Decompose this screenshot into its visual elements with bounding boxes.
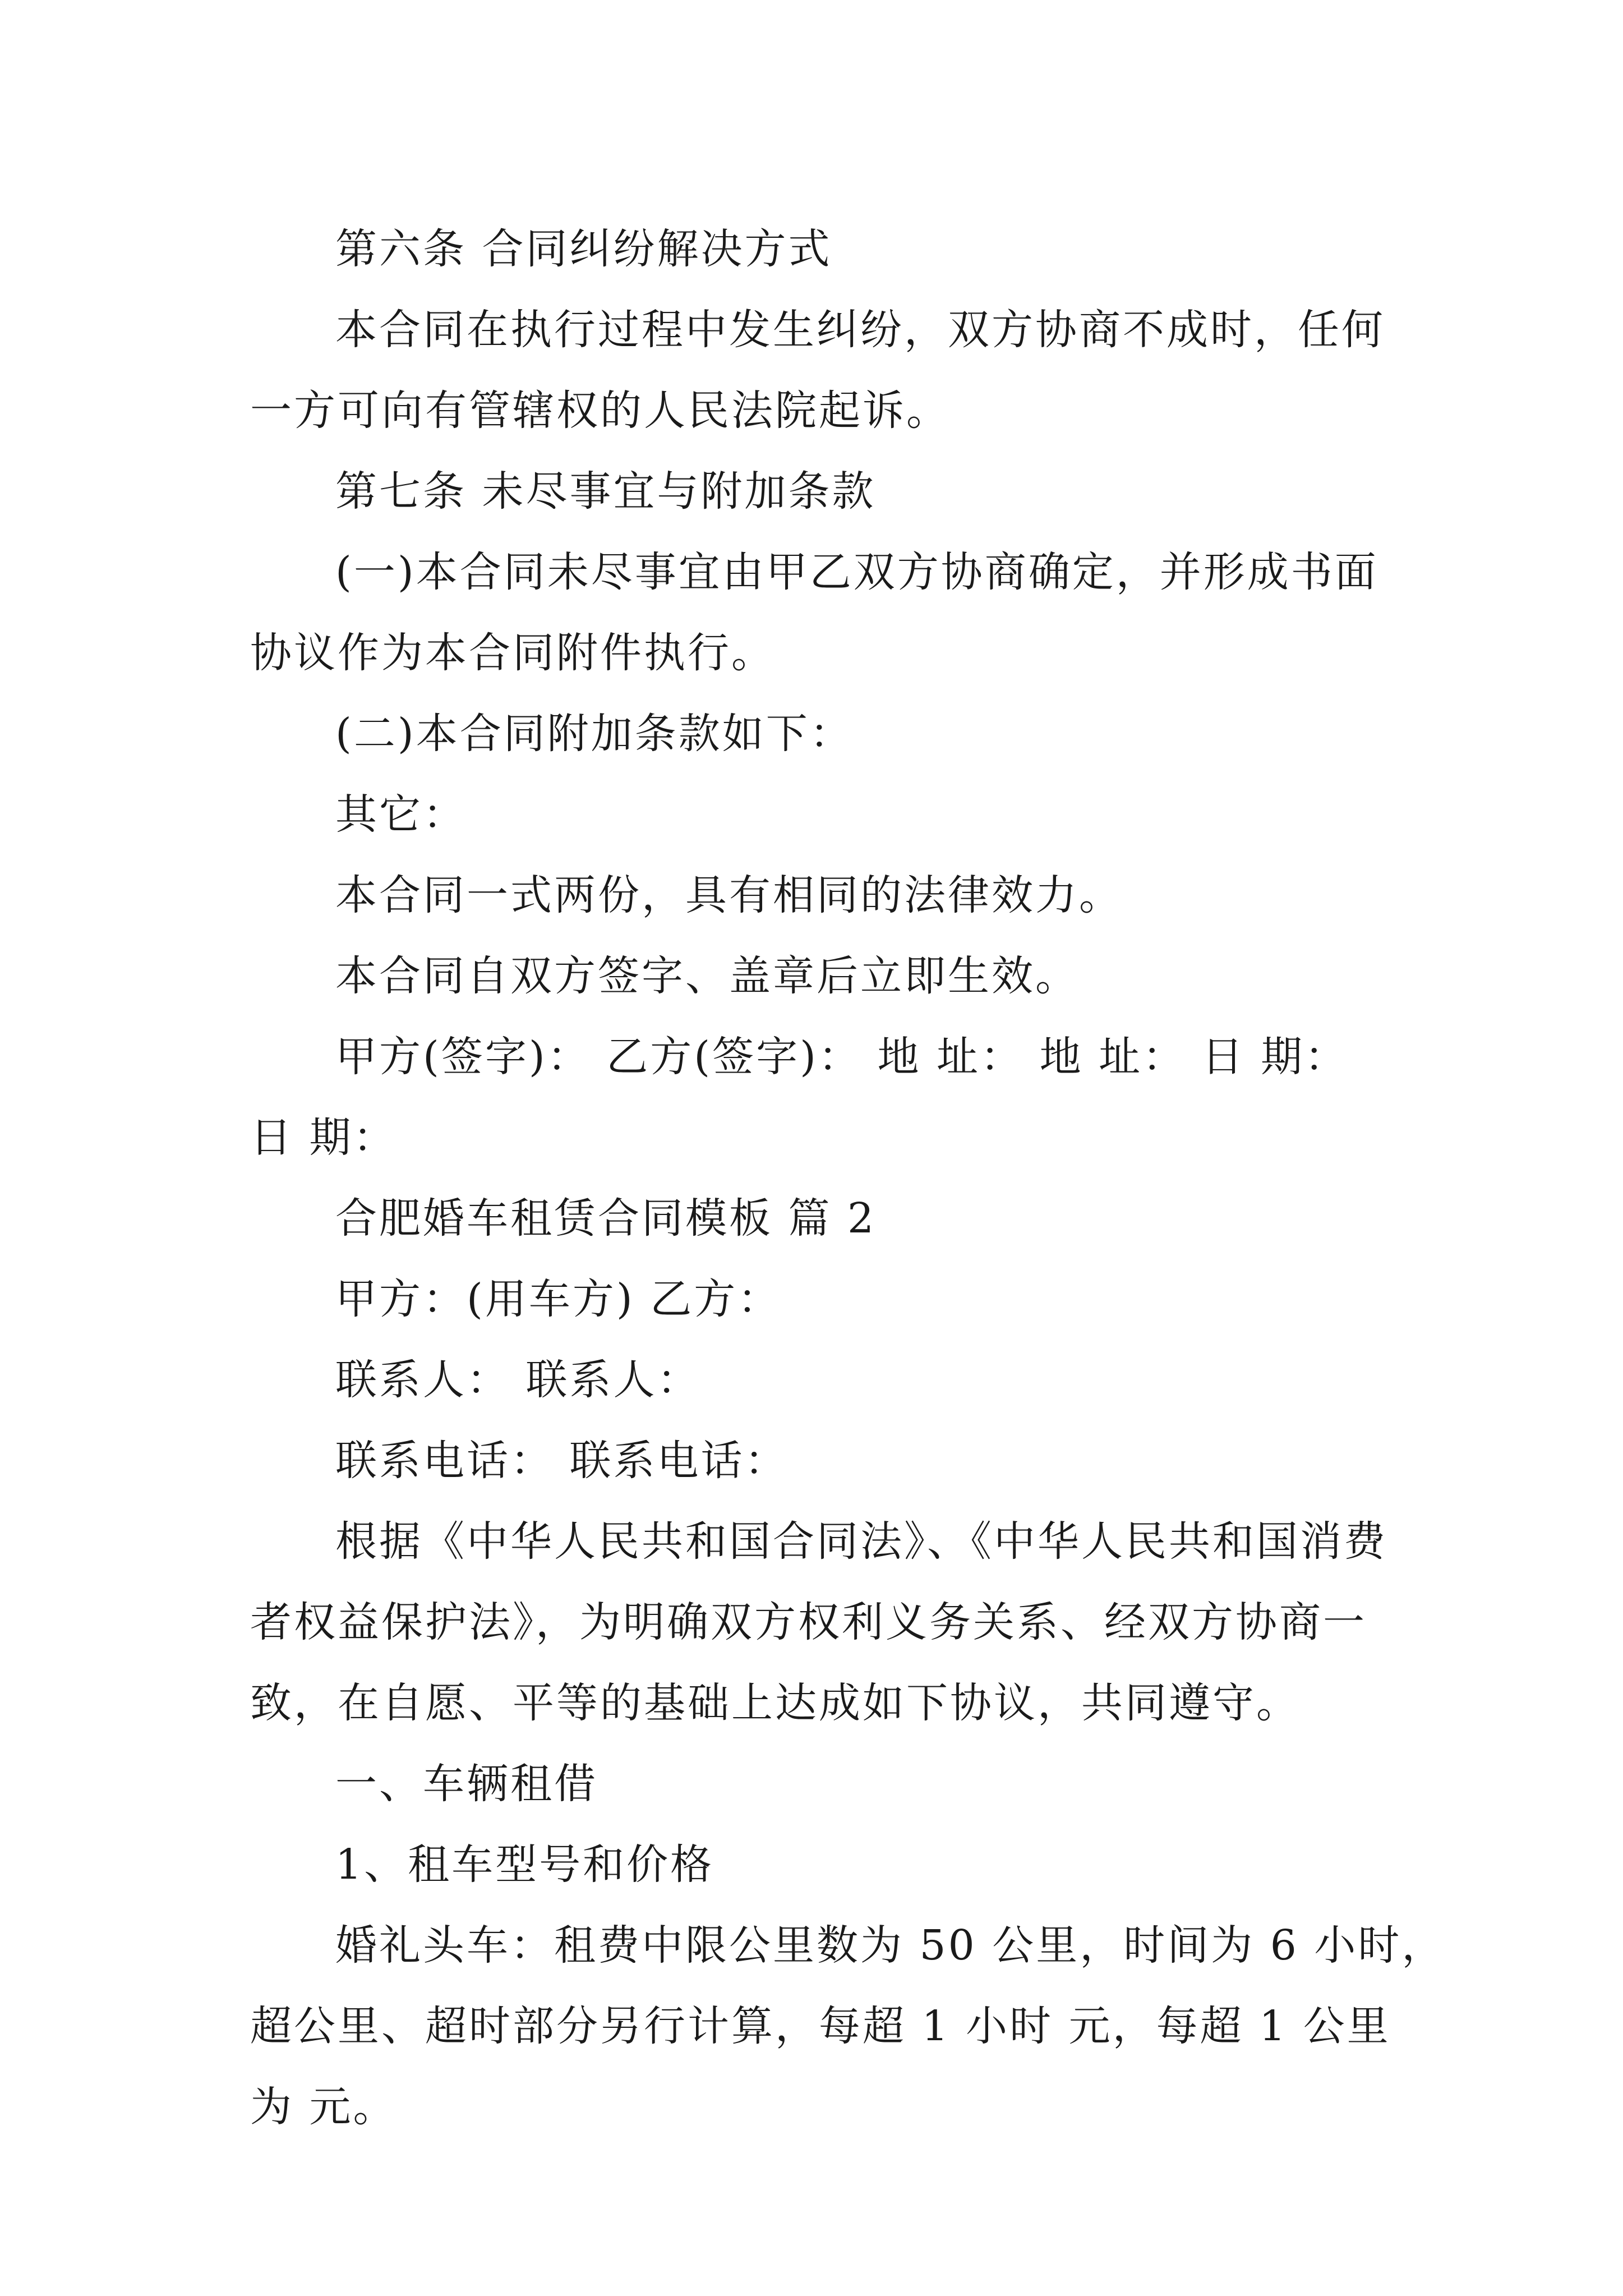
document-body (250, 209, 1446, 2147)
article-7-heading: 第七条 未尽事宜与附加条款 (335, 467, 876, 516)
signature-line: 甲方(签字)： 乙方(签字)： 地 址： 地 址： 日 期： (335, 1033, 1349, 1081)
section-title: 合肥婚车租赁合同模板 篇 2 (335, 1194, 877, 1243)
paragraph-line: (二)本合同附加条款如下： (335, 710, 854, 758)
paragraph-line: 者权益保护法》，为明确双方权利义务关系、经双方协商一 (250, 1598, 1367, 1646)
paragraph-line: 致，在自愿、平等的基础上达成如下协议，共同遵守。 (250, 1679, 1300, 1727)
paragraph-line: (一)本合同未尽事宜由甲乙双方协商确定，并形成书面 (335, 548, 1378, 596)
paragraph-line: 超公里、超时部分另行计算，每超 1 小时 元，每超 1 公里 (250, 2002, 1391, 2050)
paragraph-line: 其它： (335, 790, 467, 839)
party-line: 甲方：(用车方) 乙方： (335, 1275, 782, 1323)
paragraph-line: 为 元。 (250, 2083, 397, 2131)
contact-line: 联系人： 联系人： (335, 1356, 701, 1404)
paragraph-line: 根据《中华人民共和国合同法》、《中华人民共和国消费 (335, 1517, 1387, 1566)
subsection-heading: 一、车辆租借 (335, 1760, 598, 1808)
article-6-heading: 第六条 合同纠纷解决方式 (335, 225, 832, 273)
paragraph-line: 婚礼头车：租费中限公里数为 50 公里，时间为 6 小时， (335, 1921, 1446, 1970)
paragraph-line: 本合同自双方签字、盖章后立即生效。 (335, 952, 1079, 1000)
paragraph-line: 一方可向有管辖权的人民法院起诉。 (250, 386, 950, 435)
item-heading: 1、租车型号和价格 (335, 1841, 714, 1889)
paragraph-line: 本合同在执行过程中发生纠纷，双方协商不成时，任何 (335, 306, 1385, 354)
phone-line: 联系电话： 联系电话： (335, 1437, 789, 1485)
paragraph-line: 协议作为本合同附件执行。 (250, 629, 775, 677)
paragraph-line: 本合同一式两份，具有相同的法律效力。 (335, 871, 1123, 919)
signature-line: 日 期： (250, 1114, 397, 1162)
